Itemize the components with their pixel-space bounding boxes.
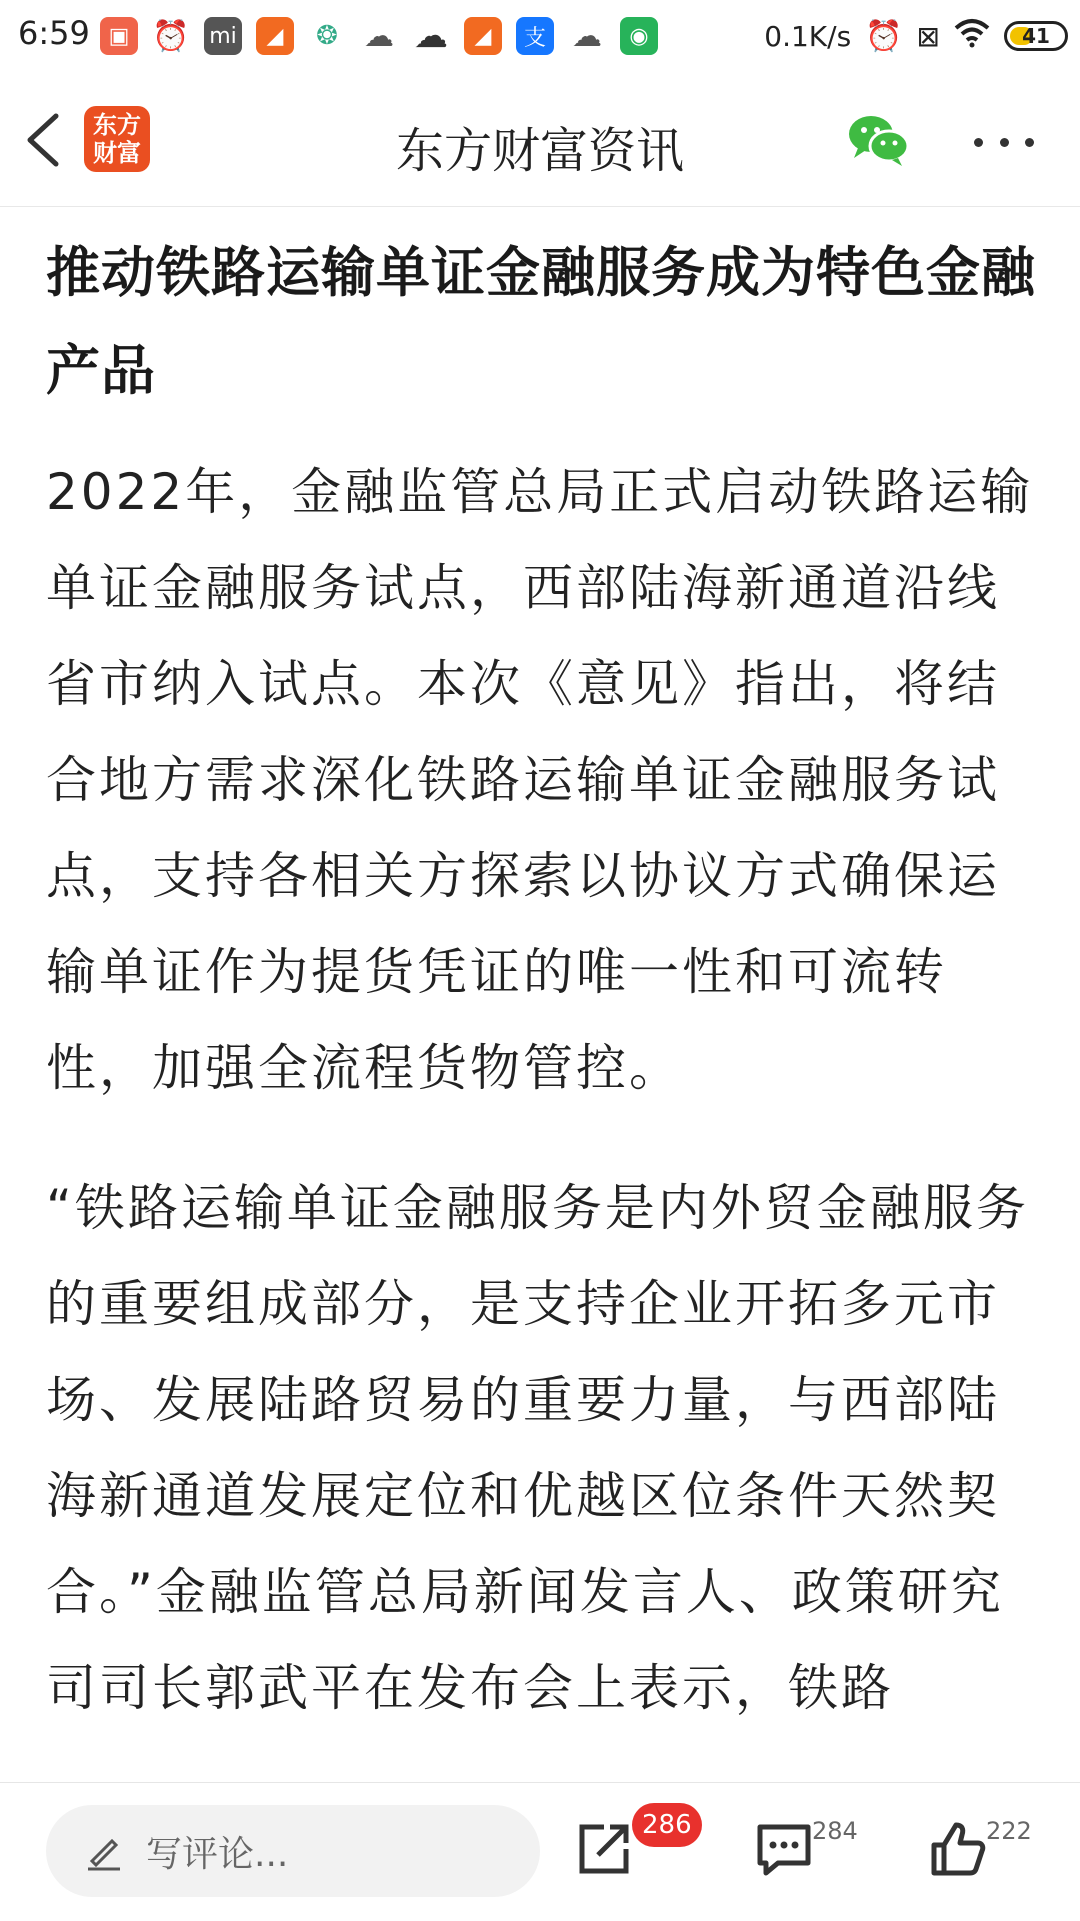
logo-text-line1: 东方 xyxy=(93,111,141,139)
comment-input[interactable] xyxy=(46,1805,540,1897)
like-button[interactable] xyxy=(928,1819,988,1879)
app-orange-icon: ◢ xyxy=(464,17,502,55)
comment-placeholder: 写评论... xyxy=(146,1833,289,1875)
comments-button[interactable] xyxy=(754,1819,814,1879)
status-bar xyxy=(0,0,1080,72)
article-paragraph: 2022年，金融监管总局正式启动铁路运输单证金融服务试点，西部陆海新通道沿线省市纳入试点。本次《意见》指出，将结合地方需求深化铁路运输单证金融服务试点，支持各相关方探索以协议方式确保运输单证作为提货凭证的唯一性和可流转性，加强全流程货物管控。 xyxy=(46,463,1034,1097)
cloud-icon: ☁ xyxy=(364,18,394,54)
wechat-share-button[interactable] xyxy=(846,112,910,168)
mi-icon: mi xyxy=(204,17,242,55)
app-orange-icon: ◢ xyxy=(256,17,294,55)
app-color-icon: ❂ xyxy=(316,21,338,51)
article-headline: 推动铁路运输单证金融服务成为特色金融产品 xyxy=(46,241,1036,402)
notification-icons xyxy=(100,14,658,58)
status-time: 6:59 xyxy=(18,14,90,52)
like-count: 222 xyxy=(986,1817,1032,1845)
dot xyxy=(1025,138,1034,147)
page-title: 东方财富资讯 xyxy=(395,123,684,179)
bottom-action-bar xyxy=(0,1782,1080,1921)
alarm-clock-icon: ⏰ xyxy=(865,18,903,54)
battery-icon xyxy=(1004,21,1068,51)
app-red-icon: ▣ xyxy=(100,17,138,55)
dot xyxy=(1000,138,1009,147)
share-count-badge: 286 xyxy=(632,1803,702,1847)
more-options-button[interactable] xyxy=(974,122,1034,162)
dot xyxy=(974,138,983,147)
wechat-icon xyxy=(846,112,910,168)
top-nav-bar xyxy=(0,72,1080,207)
cloud-filled-icon: ☁ xyxy=(414,16,448,56)
alipay-icon: 支 xyxy=(516,17,554,55)
article-body xyxy=(46,224,1036,1780)
pen-icon xyxy=(84,1831,124,1871)
wifi-icon xyxy=(954,18,990,55)
shield-green-icon: ◉ xyxy=(620,17,658,55)
comment-count: 284 xyxy=(812,1817,858,1845)
alarm-icon: ⏰ xyxy=(152,18,190,54)
net-speed: 0.1K/s xyxy=(764,19,852,53)
share-button[interactable] xyxy=(574,1819,634,1879)
share-icon xyxy=(574,1819,634,1879)
cloud-icon: ☁ xyxy=(572,18,602,54)
comment-bubble-icon xyxy=(754,1819,814,1879)
status-right xyxy=(764,14,1068,58)
battery-level: 41 xyxy=(1022,24,1050,48)
sim-x-icon: ⊠ xyxy=(916,19,940,53)
logo-text-line2: 财富 xyxy=(93,139,141,167)
article-paragraph: “铁路运输单证金融服务是内外贸金融服务的重要组成部分，是支持企业开拓多元市场、发展陆路贸易的重要力量，与西部陆海新通道发展定位和优越区位条件天然契合。”金融监管总局新闻发言人、政策研究司司长郭武平在发布会上表示，铁路 xyxy=(46,1179,1029,1717)
thumbs-up-icon xyxy=(928,1819,988,1879)
